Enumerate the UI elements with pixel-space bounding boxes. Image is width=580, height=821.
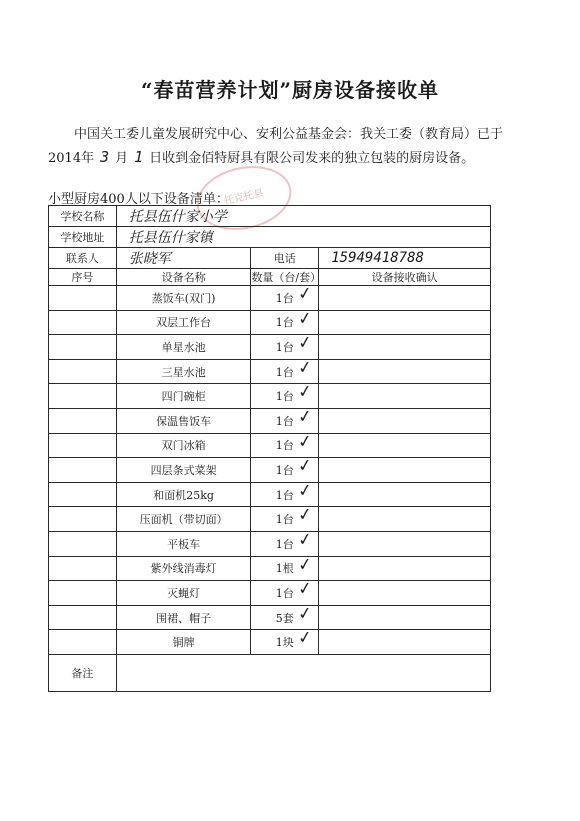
equipment-confirm — [319, 310, 491, 335]
check-mark-icon: ✓ — [296, 430, 314, 453]
equipment-name: 紫外线消毒灯 — [116, 556, 251, 581]
check-mark-icon: ✓ — [296, 578, 314, 601]
intro-day-handwritten: 1 — [134, 148, 144, 166]
contact-row — [49, 248, 491, 269]
check-mark-icon: ✓ — [296, 455, 314, 478]
equipment-qty-cell — [251, 408, 319, 433]
header-qty: 数量（台/套） — [251, 269, 319, 286]
equipment-qty-cell — [251, 578, 319, 606]
equipment-row — [49, 286, 491, 311]
header-name: 设备名称 — [116, 269, 251, 286]
table-body — [49, 206, 491, 692]
equipment-row — [49, 581, 491, 606]
check-mark-icon: ✓ — [296, 479, 314, 502]
equipment-row — [49, 482, 491, 507]
red-seal-stamp: 托克托县 — [191, 158, 298, 239]
equipment-row — [49, 605, 491, 630]
equipment-seq — [49, 286, 117, 311]
header-row — [49, 269, 491, 286]
check-mark-icon: ✓ — [296, 529, 314, 551]
contact-label: 联系人 — [49, 248, 117, 269]
equipment-qty-cell — [251, 307, 319, 335]
equipment-seq — [49, 630, 117, 655]
intro-text-2: 月 — [115, 151, 129, 166]
equipment-name: 灭蝇灯 — [116, 581, 251, 606]
remark-row — [49, 654, 491, 691]
equipment-seq — [49, 359, 117, 384]
equipment-qty-cell — [251, 479, 319, 507]
equipment-confirm — [319, 630, 491, 655]
equipment-qty: 5套 — [275, 611, 294, 625]
check-mark-icon: ✓ — [296, 504, 314, 527]
equipment-seq — [49, 531, 117, 556]
check-mark-icon: ✓ — [296, 356, 314, 379]
equipment-qty-cell — [251, 531, 319, 556]
equipment-name: 平板车 — [116, 531, 251, 556]
equipment-name: 双层工作台 — [116, 310, 251, 335]
phone-value: 15949418788 — [319, 248, 491, 269]
equipment-list-title: 小型厨房400人以下设备清单： — [48, 192, 229, 207]
check-mark-icon: ✓ — [296, 602, 314, 625]
equipment-name: 铜牌 — [116, 630, 251, 655]
equipment-row — [49, 433, 491, 458]
equipment-seq — [49, 605, 117, 630]
equipment-qty: 1台 — [275, 291, 294, 305]
equipment-qty-cell — [251, 627, 319, 655]
check-mark-icon: ✓ — [296, 553, 314, 576]
equipment-name: 双门冰箱 — [116, 433, 251, 458]
equipment-seq — [49, 556, 117, 581]
equipment-qty: 1台 — [275, 488, 294, 502]
intro-paragraph — [48, 124, 530, 170]
equipment-qty-cell — [251, 381, 319, 409]
equipment-qty-cell — [251, 455, 319, 483]
school-name-value: 托县伍什家小学 — [116, 206, 490, 227]
equipment-seq — [49, 335, 117, 360]
equipment-qty: 1台 — [275, 340, 294, 354]
equipment-name: 保温售饭车 — [116, 408, 251, 433]
equipment-confirm — [319, 507, 491, 532]
equipment-name: 三星水池 — [116, 359, 251, 384]
school-address-label: 学校地址 — [49, 227, 117, 248]
equipment-confirm — [319, 605, 491, 630]
equipment-confirm — [319, 384, 491, 409]
equipment-qty: 1台 — [275, 414, 294, 428]
equipment-name: 四层条式菜架 — [116, 458, 251, 483]
equipment-row — [49, 310, 491, 335]
equipment-seq — [49, 507, 117, 532]
check-mark-icon: ✓ — [296, 381, 314, 404]
equipment-row — [49, 531, 491, 556]
equipment-row — [49, 359, 491, 384]
check-mark-icon: ✓ — [296, 627, 314, 650]
school-address-value: 托县伍什家镇 — [116, 227, 490, 248]
equipment-receipt-table — [48, 205, 491, 692]
equipment-row — [49, 630, 491, 655]
check-mark-icon: ✓ — [296, 283, 314, 305]
equipment-seq — [49, 458, 117, 483]
phone-label: 电话 — [251, 248, 319, 269]
equipment-qty: 1台 — [275, 537, 294, 551]
equipment-qty: 1台 — [275, 439, 294, 453]
document-title: “春苗营养计划”厨房设备接收单 — [140, 78, 439, 102]
equipment-name: 和面机25kg — [116, 482, 251, 507]
equipment-qty: 1块 — [275, 636, 294, 650]
equipment-confirm — [319, 581, 491, 606]
equipment-name: 压面机（带切面） — [116, 507, 251, 532]
equipment-seq — [49, 482, 117, 507]
equipment-qty-cell — [251, 553, 319, 581]
equipment-row — [49, 507, 491, 532]
intro-month-handwritten: 3 — [100, 148, 110, 166]
equipment-seq — [49, 581, 117, 606]
equipment-qty-cell — [251, 356, 319, 384]
equipment-confirm — [319, 482, 491, 507]
check-mark-icon: ✓ — [296, 406, 314, 428]
equipment-qty-cell — [251, 602, 319, 630]
equipment-name: 蒸饭车(双门) — [116, 286, 251, 311]
equipment-qty: 1台 — [275, 390, 294, 404]
equipment-name: 单星水池 — [116, 335, 251, 360]
remark-value — [116, 654, 490, 691]
equipment-qty: 1台 — [275, 586, 294, 600]
equipment-confirm — [319, 458, 491, 483]
equipment-qty-cell — [251, 332, 319, 360]
equipment-qty-cell — [251, 504, 319, 532]
equipment-name: 围裙、帽子 — [116, 605, 251, 630]
equipment-row — [49, 408, 491, 433]
equipment-qty: 1台 — [275, 463, 294, 477]
equipment-row — [49, 335, 491, 360]
equipment-confirm — [319, 335, 491, 360]
school-name-row — [49, 206, 491, 227]
contact-value: 张晓军 — [116, 248, 251, 269]
equipment-seq — [49, 408, 117, 433]
check-mark-icon: ✓ — [296, 307, 314, 330]
equipment-seq — [49, 433, 117, 458]
equipment-qty: 1台 — [275, 513, 294, 527]
remark-label: 备注 — [49, 654, 117, 691]
equipment-qty: 1台 — [275, 316, 294, 330]
equipment-confirm — [319, 359, 491, 384]
check-mark-icon: ✓ — [296, 332, 314, 355]
intro-text-3: 日收到金佰特厨具有限公司发来的独立包装的厨房设备。 — [149, 151, 475, 166]
equipment-qty: 1台 — [275, 365, 294, 379]
equipment-qty: 1根 — [275, 562, 294, 576]
equipment-confirm — [319, 408, 491, 433]
equipment-name: 四门碗柜 — [116, 384, 251, 409]
equipment-confirm — [319, 531, 491, 556]
equipment-seq — [49, 384, 117, 409]
equipment-confirm — [319, 286, 491, 311]
equipment-row — [49, 384, 491, 409]
equipment-row — [49, 458, 491, 483]
intro-text-1: 中国关工委儿童发展研究中心、安利公益基金会：我关工委（教育局）已于2014年 — [48, 127, 504, 166]
equipment-confirm — [319, 433, 491, 458]
equipment-qty-cell — [251, 430, 319, 458]
school-name-label: 学校名称 — [49, 206, 117, 227]
equipment-seq — [49, 310, 117, 335]
equipment-qty-cell — [251, 283, 319, 311]
equipment-confirm — [319, 556, 491, 581]
equipment-row — [49, 556, 491, 581]
header-seq: 序号 — [49, 269, 117, 286]
header-confirm: 设备接收确认 — [319, 269, 491, 286]
school-address-row — [49, 227, 491, 248]
